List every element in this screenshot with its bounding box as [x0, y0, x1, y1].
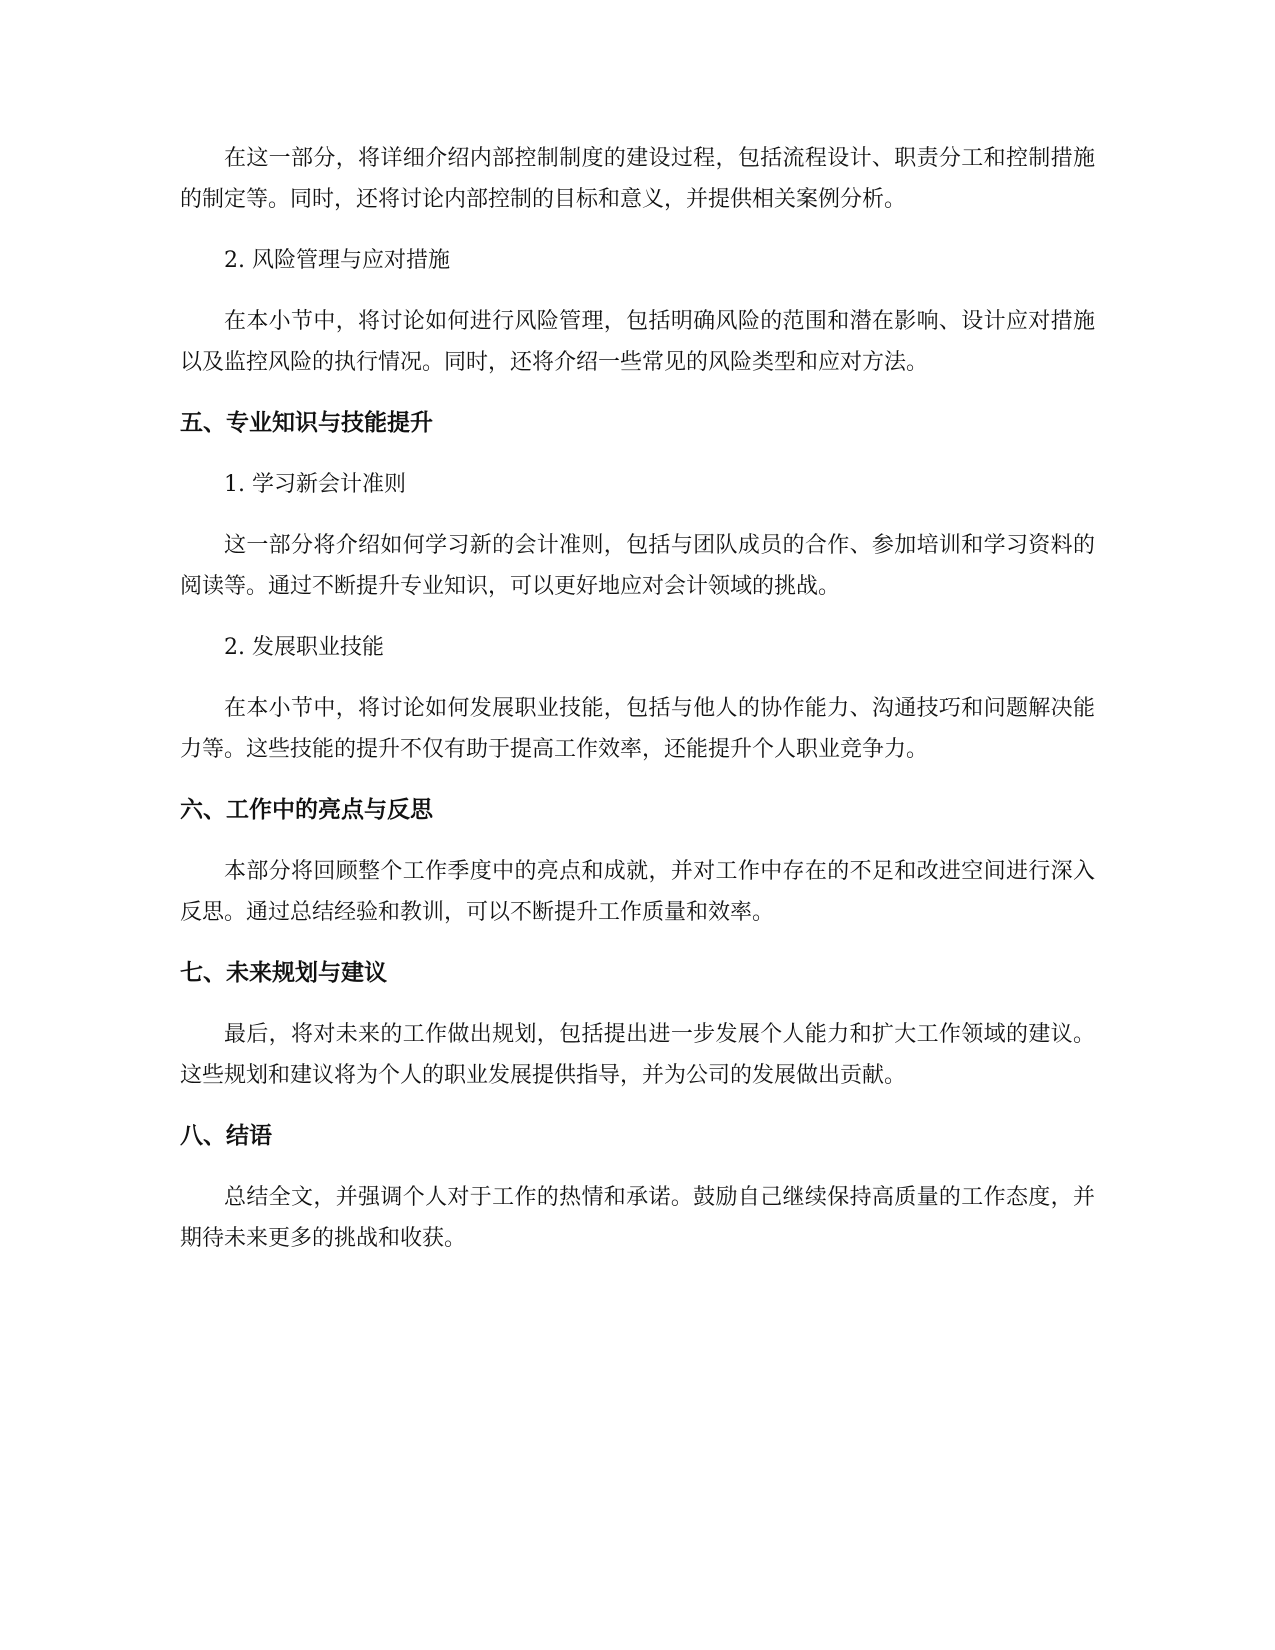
para-internal-control-intro: 在这一部分，将详细介绍内部控制制度的建设过程，包括流程设计、职责分工和控制措施的制定等。同时，还将讨论内部控制的目标和意义，并提供相关案例分析。 — [180, 146, 1095, 212]
heading-section-6: 六、工作中的亮点与反思 — [180, 797, 433, 823]
subheading-risk-management: 2. 风险管理与应对措施 — [224, 248, 450, 273]
document-page — [180, 138, 1095, 1279]
para-future-plans: 最后，将对未来的工作做出规划，包括提出进一步发展个人能力和扩大工作领域的建议。这些规划和建议将为个人的职业发展提供指导，并为公司的发展做出贡献。 — [180, 1022, 1095, 1088]
para-highlights-reflection: 本部分将回顾整个工作季度中的亮点和成就，并对工作中存在的不足和改进空间进行深入反思。通过总结经验和教训，可以不断提升工作质量和效率。 — [180, 859, 1095, 925]
heading-section-7: 七、未来规划与建议 — [180, 960, 387, 986]
para-risk-management: 在本小节中，将讨论如何进行风险管理，包括明确风险的范围和潜在影响、设计应对措施以及监控风险的执行情况。同时，还将介绍一些常见的风险类型和应对方法。 — [180, 309, 1095, 375]
subheading-accounting-standards: 1. 学习新会计准则 — [224, 472, 406, 497]
subheading-professional-skills: 2. 发展职业技能 — [224, 635, 384, 660]
para-conclusion: 总结全文，并强调个人对于工作的热情和承诺。鼓励自己继续保持高质量的工作态度，并期待未来更多的挑战和收获。 — [180, 1185, 1095, 1251]
heading-section-8: 八、结语 — [180, 1123, 272, 1149]
heading-section-5: 五、专业知识与技能提升 — [180, 410, 433, 436]
para-professional-skills: 在本小节中，将讨论如何发展职业技能，包括与他人的协作能力、沟通技巧和问题解决能力等。这些技能的提升不仅有助于提高工作效率，还能提升个人职业竞争力。 — [180, 696, 1095, 762]
para-accounting-standards: 这一部分将介绍如何学习新的会计准则，包括与团队成员的合作、参加培训和学习资料的阅读等。通过不断提升专业知识，可以更好地应对会计领域的挑战。 — [180, 533, 1095, 599]
